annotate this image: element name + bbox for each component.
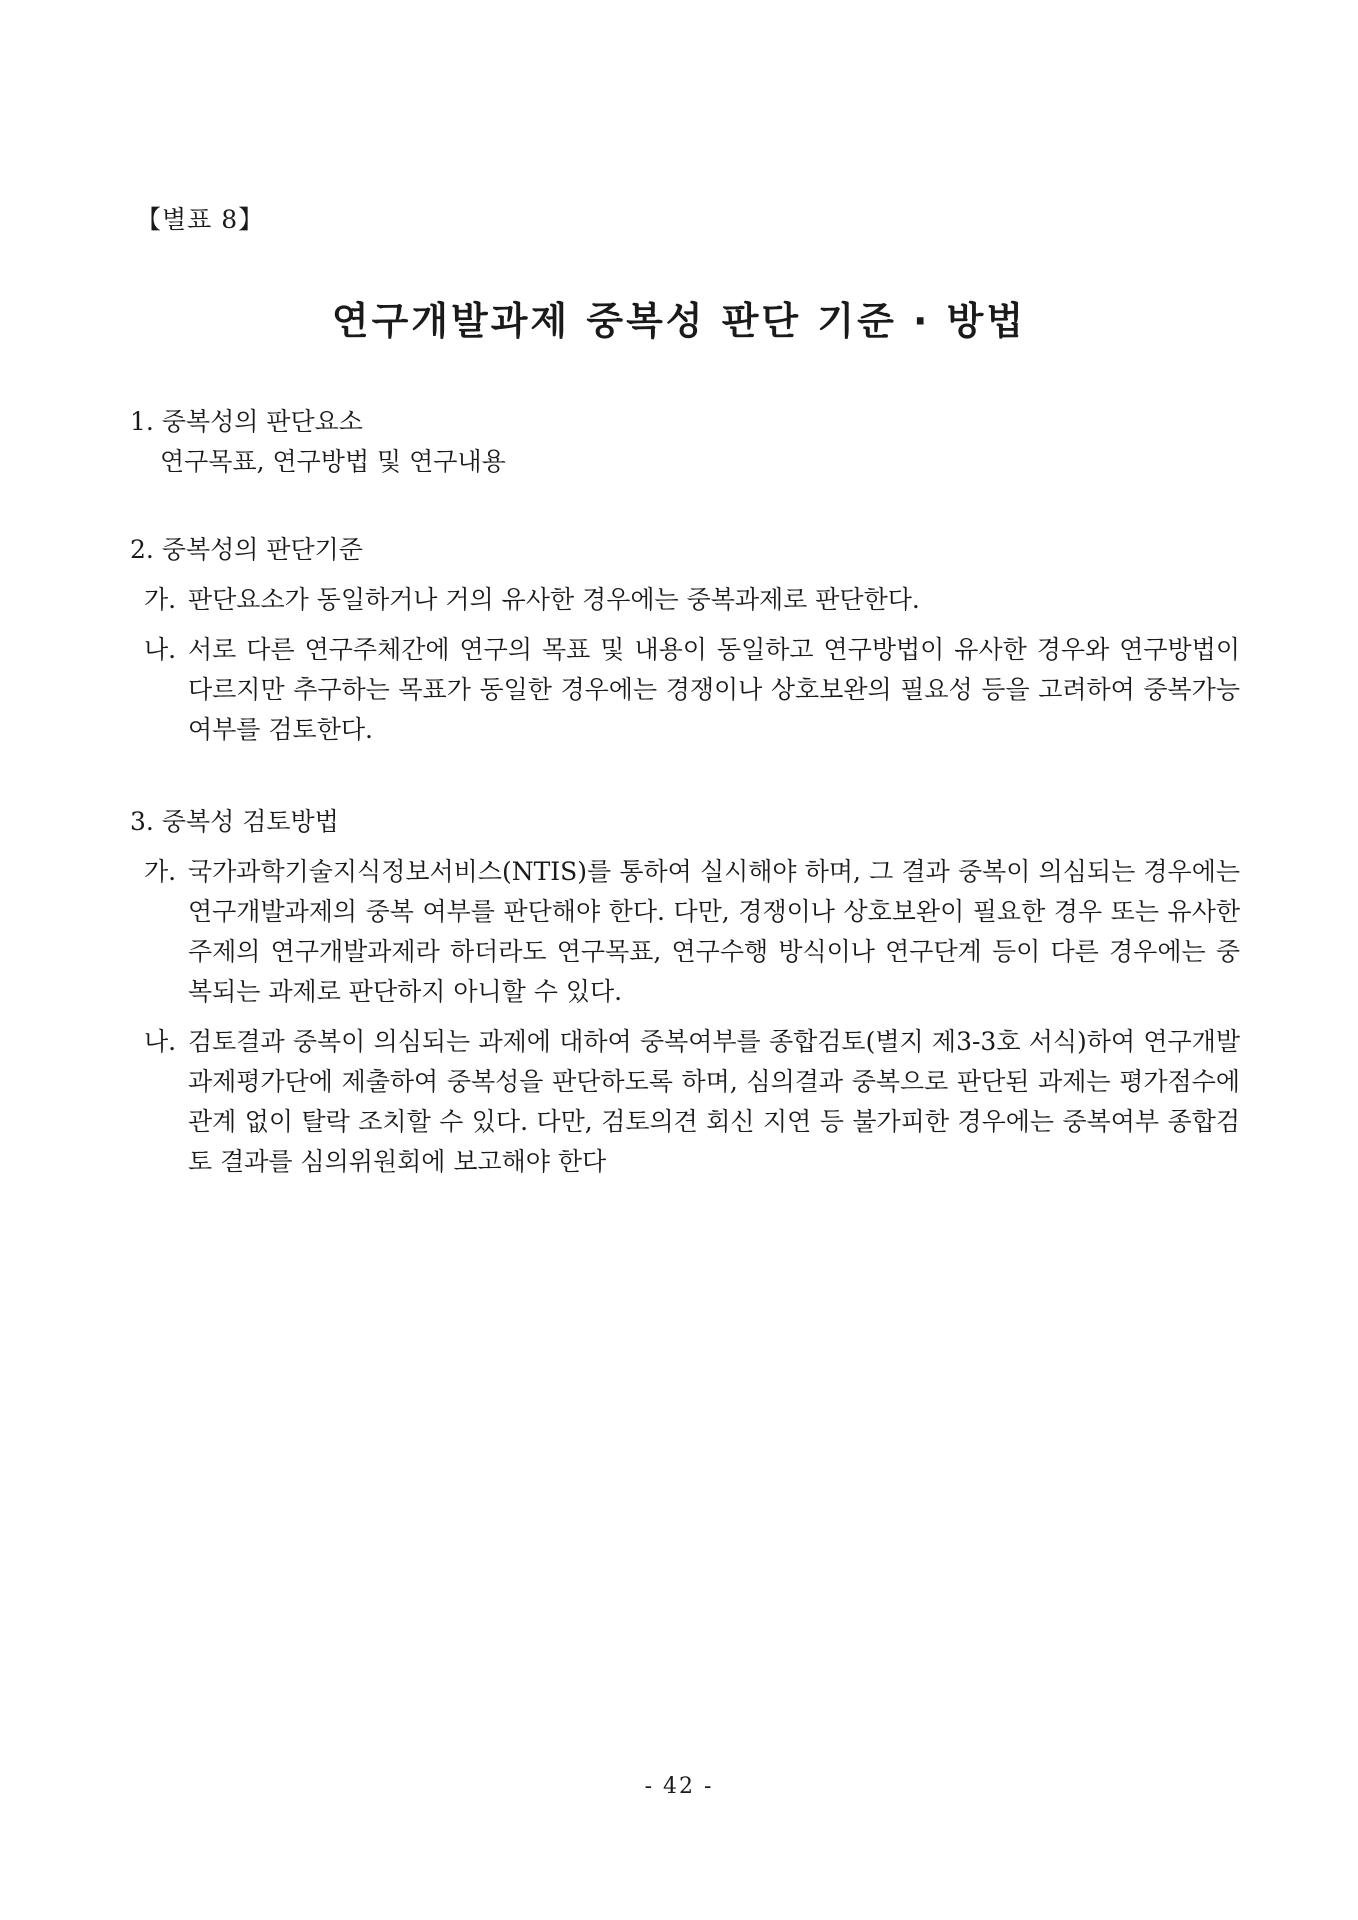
annex-label: 【별표 8】 (136, 205, 265, 234)
item-marker: 나. (144, 1027, 177, 1056)
list-item (130, 630, 1240, 750)
section-judgment-criteria (130, 530, 1240, 750)
list-item (130, 1022, 1240, 1182)
section-heading: 1. 중복성의 판단요소 (130, 407, 363, 436)
section-heading: 3. 중복성 검토방법 (130, 807, 339, 836)
section-heading: 2. 중복성의 판단기준 (130, 535, 363, 564)
list-item (130, 580, 1240, 620)
section-judgment-elements (130, 402, 1240, 482)
item-marker: 나. (144, 635, 177, 664)
item-marker: 가. (144, 857, 177, 886)
item-text: 국가과학기술지식정보서비스(NTIS)를 통하여 실시해야 하며, 그 결과 중복이 의심되는 경우에는 연구개발과제의 중복 여부를 판단해야 한다. 다만, 경쟁이나 상호보완이 필요한 경우 또는 유사한 주제의 연구개발과제라 하더라도 연구목표, 연구수행 방식이나 연구단계 등이 다른 경우에는 중복되는 과제로 판단하지 아니할 수 있다. (188, 857, 1240, 1006)
item-text: 서로 다른 연구주체간에 연구의 목표 및 내용이 동일하고 연구방법이 유사한 경우와 연구방법이 다르지만 추구하는 목표가 동일한 경우에는 경쟁이나 상호보완의 필요성 등을 고려하여 중복가능 여부를 검토한다. (188, 635, 1240, 744)
document-title: 연구개발과제 중복성 판단 기준 · 방법 (331, 299, 1027, 343)
item-text: 검토결과 중복이 의심되는 과제에 대하여 중복여부를 종합검토(별지 제3-3호 서식)하여 연구개발과제평가단에 제출하여 중복성을 판단하도록 하며, 심의결과 중복으로 판단된 과제는 평가점수에 관계 없이 탈락 조치할 수 있다. 다만, 검토의견 회신 지연 등 불가피한 경우에는 중복여부 종합검토 결과를 심의위원회에 보고해야 한다 (188, 1027, 1240, 1176)
item-text: 판단요소가 동일하거나 거의 유사한 경우에는 중복과제로 판단한다. (188, 585, 920, 614)
list-item (130, 852, 1240, 1012)
page-number: - 42 - (644, 1774, 714, 1799)
section-body: 연구목표, 연구방법 및 연구내용 (160, 447, 506, 476)
item-marker: 가. (144, 585, 177, 614)
section-review-method (130, 802, 1240, 1182)
